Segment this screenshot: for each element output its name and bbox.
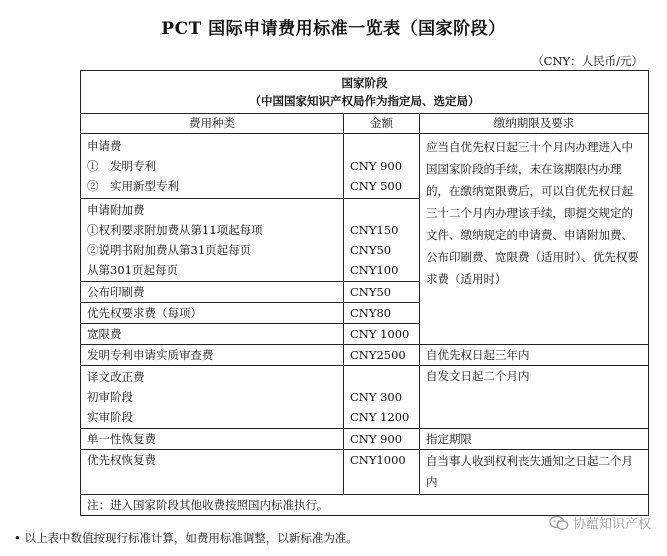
fee-item-label: 初审阶段	[87, 390, 133, 404]
fee-amount: CNY150	[350, 223, 399, 237]
fee-name: 译文改正费	[87, 370, 145, 384]
fee-amount: CNY100	[350, 263, 399, 277]
fee-amount: CNY1000	[344, 450, 420, 495]
column-header-fee-type: 费用种类	[81, 114, 344, 134]
column-header-deadline: 缴纳期限及要求	[420, 114, 649, 134]
fee-name: 公布印刷费	[81, 282, 344, 303]
fee-amount: CNY2500	[344, 345, 420, 366]
footnote: • 以上表中数值按现行标准计算，如费用标准调整，以新标准为准。	[14, 531, 358, 545]
fee-name: 单一性恢复费	[81, 429, 344, 450]
fee-amount: CNY50	[350, 243, 392, 257]
fee-item-label: ①权利要求附加费从第11项起每项	[87, 223, 263, 237]
table-row-translation-correction-fee	[81, 366, 649, 429]
fee-name: 优先权要求费（每项）	[81, 303, 344, 324]
fee-amount: CNY 900	[350, 159, 403, 173]
column-header-row	[81, 114, 649, 134]
requirement-text: 自发文日起二个月内	[420, 366, 649, 429]
watermark	[549, 513, 651, 532]
fee-name: 申请费	[87, 139, 122, 153]
fee-amount: CNY 900	[344, 429, 420, 450]
fee-amount: CNY 1200	[350, 410, 410, 424]
requirement-text: 自优先权日起三年内	[420, 345, 649, 366]
requirement-cell-national-phase	[420, 134, 649, 345]
fee-name: 优先权恢复费	[81, 450, 344, 495]
fee-amount: CNY 300	[350, 390, 403, 404]
table-section-header	[81, 71, 649, 114]
requirement-text: 自当事人收到权利丧失通知之日起二个月内	[420, 450, 649, 495]
column-header-amount: 金额	[344, 114, 420, 134]
fee-item-label: 从第301页起每页	[87, 263, 178, 277]
watermark-text: 协蕴知识产权	[572, 517, 651, 532]
section-subtitle: （中国国家知识产权局作为指定局、选定局）	[249, 94, 480, 108]
fee-table	[80, 70, 649, 516]
requirement-text: 应当自优先权日起三十个月内办理进入中国国家阶段的手续，未在该期限内办理的，在缴纳宽限费后，可以自优先权日起三十二个月内办理该手续，即提交规定的文件、缴纳规定的申请费、申请附加费、公布印刷费、宽限费（适用时）、优先权要求费（适用时）	[426, 140, 639, 286]
fee-amount: CNY 500	[350, 179, 403, 193]
fee-name-cell	[81, 366, 344, 429]
fee-amount: CNY50	[344, 282, 420, 303]
fee-amount-cell	[344, 199, 420, 282]
table-row-unity-restoration-fee	[81, 429, 649, 450]
wechat-icon	[549, 515, 569, 531]
fee-name: 宽限费	[81, 324, 344, 345]
fee-amount-cell	[344, 134, 420, 199]
fee-name: 发明专利申请实质审查费	[81, 345, 344, 366]
fee-amount: CNY80	[344, 303, 420, 324]
section-header-cell	[81, 71, 649, 114]
fee-item-label: ① 发明专利	[87, 159, 156, 173]
fee-amount: CNY 1000	[344, 324, 420, 345]
table-row-substantive-exam-fee	[81, 345, 649, 366]
table-row-application-fee	[81, 134, 649, 199]
fee-name-cell	[81, 134, 344, 199]
fee-amount-cell	[344, 366, 420, 429]
table-note: 注：进入国家阶段其他收费按照国内标准执行。	[81, 495, 649, 516]
fee-name: 申请附加费	[87, 203, 145, 217]
table-row-priority-restoration-fee	[81, 450, 649, 495]
fee-item-label: ② 实用新型专利	[87, 179, 179, 193]
section-title: 国家阶段	[341, 76, 388, 90]
fee-item-label: ②说明书附加费从第31页起每页	[87, 243, 252, 257]
requirement-text: 指定期限	[420, 429, 649, 450]
page-title: PCT 国际申请费用标准一览表（国家阶段）	[161, 19, 506, 39]
fee-item-label: 实审阶段	[87, 410, 133, 424]
fee-name-cell	[81, 199, 344, 282]
currency-unit-note: （CNY：人民币/元）	[532, 54, 643, 68]
